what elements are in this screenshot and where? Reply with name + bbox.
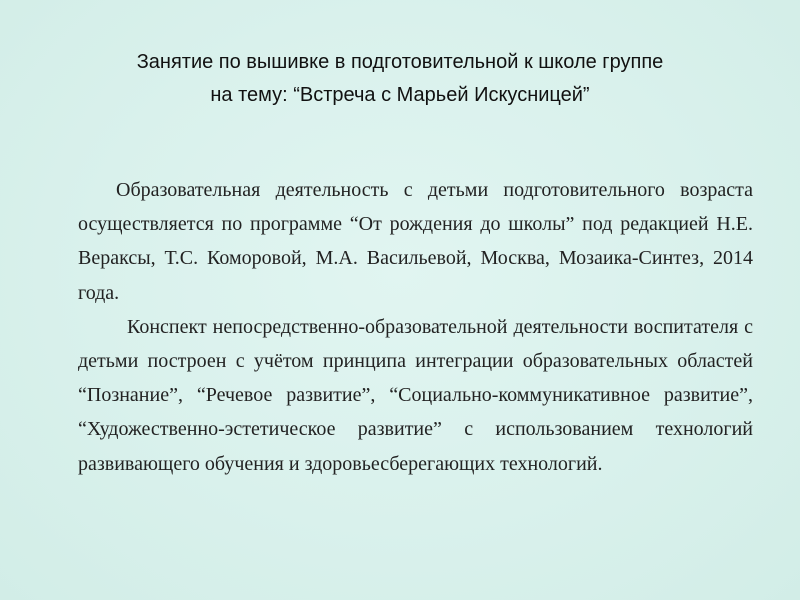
paragraph-summary: Конспект непосредственно-образовательной деятельности воспитателя с детьми построен с учётом принципа интеграции образовательных областей “Познание”, “Речевое развитие”, “Социально-коммуникативное развитие”, “Художественно-эстетическое развитие” с использованием технологий развивающего обучения и здоровьесберегающих технологий. bbox=[78, 315, 753, 475]
title-line-2: на тему: “Встреча с Марьей Искусницей” bbox=[210, 84, 590, 106]
paragraph-program: Образовательная деятельность с детьми подготовительного возраста осуществляется по программе “От рождения до школы” под редакцией Н.Е. Вераксы, Т.С. Коморовой, М.А. Васильевой, Москва, Мозаика-Синтез, 2014 года. bbox=[78, 179, 753, 304]
slide-title bbox=[40, 46, 760, 112]
title-line-1: Занятие по вышивке в подготовительной к школе группе bbox=[136, 51, 664, 73]
slide-body bbox=[78, 173, 753, 481]
